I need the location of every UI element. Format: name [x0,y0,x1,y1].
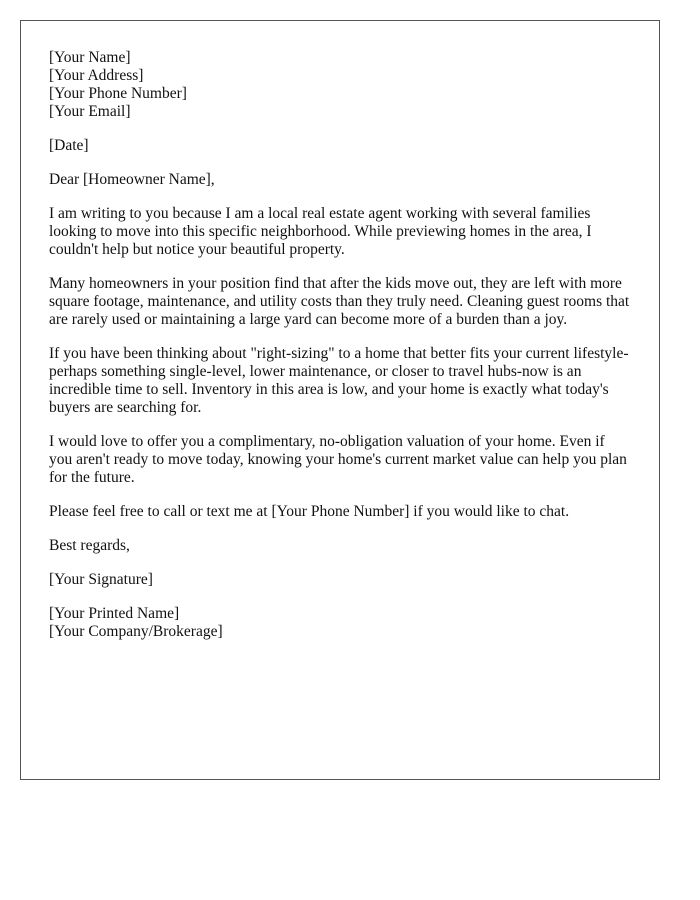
sender-email: [Your Email] [49,103,131,120]
sender-name: [Your Name] [49,49,131,66]
salutation: Dear [Homeowner Name], [49,171,215,188]
body-paragraph-1: I am writing to you because I am a local real estate agent working with several families looking to move into this specific neighborhood. While previewing homes in the area, I couldn't help but notice your beautiful property. [49,205,592,258]
letter-date: [Date] [49,137,89,154]
closing: Best regards, [49,537,130,554]
sender-phone: [Your Phone Number] [49,85,187,102]
printed-name-block [49,605,631,641]
letter-page [20,20,660,780]
body-paragraph-4: I would love to offer you a complimentary, no-obligation valuation of your home. Even if you aren't ready to move today, knowing your home's current market value can help you plan for the future. [49,433,627,486]
body-paragraph-3: If you have been thinking about "right-sizing" to a home that better fits your current lifestyle-perhaps something single-level, lower maintenance, or closer to travel hubs-now is an incredible time to sell. Inventory in this area is low, and your home is exactly what today's buyers are searching for. [49,345,629,416]
sender-block [49,49,631,121]
signature-placeholder: [Your Signature] [49,571,153,588]
company-name: [Your Company/Brokerage] [49,623,223,640]
body-paragraph-2: Many homeowners in your position find that after the kids move out, they are left with more square footage, maintenance, and utility costs than they truly need. Cleaning guest rooms that are rarely used or maintaining a large yard can become more of a burden than a joy. [49,275,630,328]
sender-address: [Your Address] [49,67,144,84]
printed-name: [Your Printed Name] [49,605,180,622]
body-paragraph-5: Please feel free to call or text me at [Your Phone Number] if you would like to chat. [49,503,570,520]
